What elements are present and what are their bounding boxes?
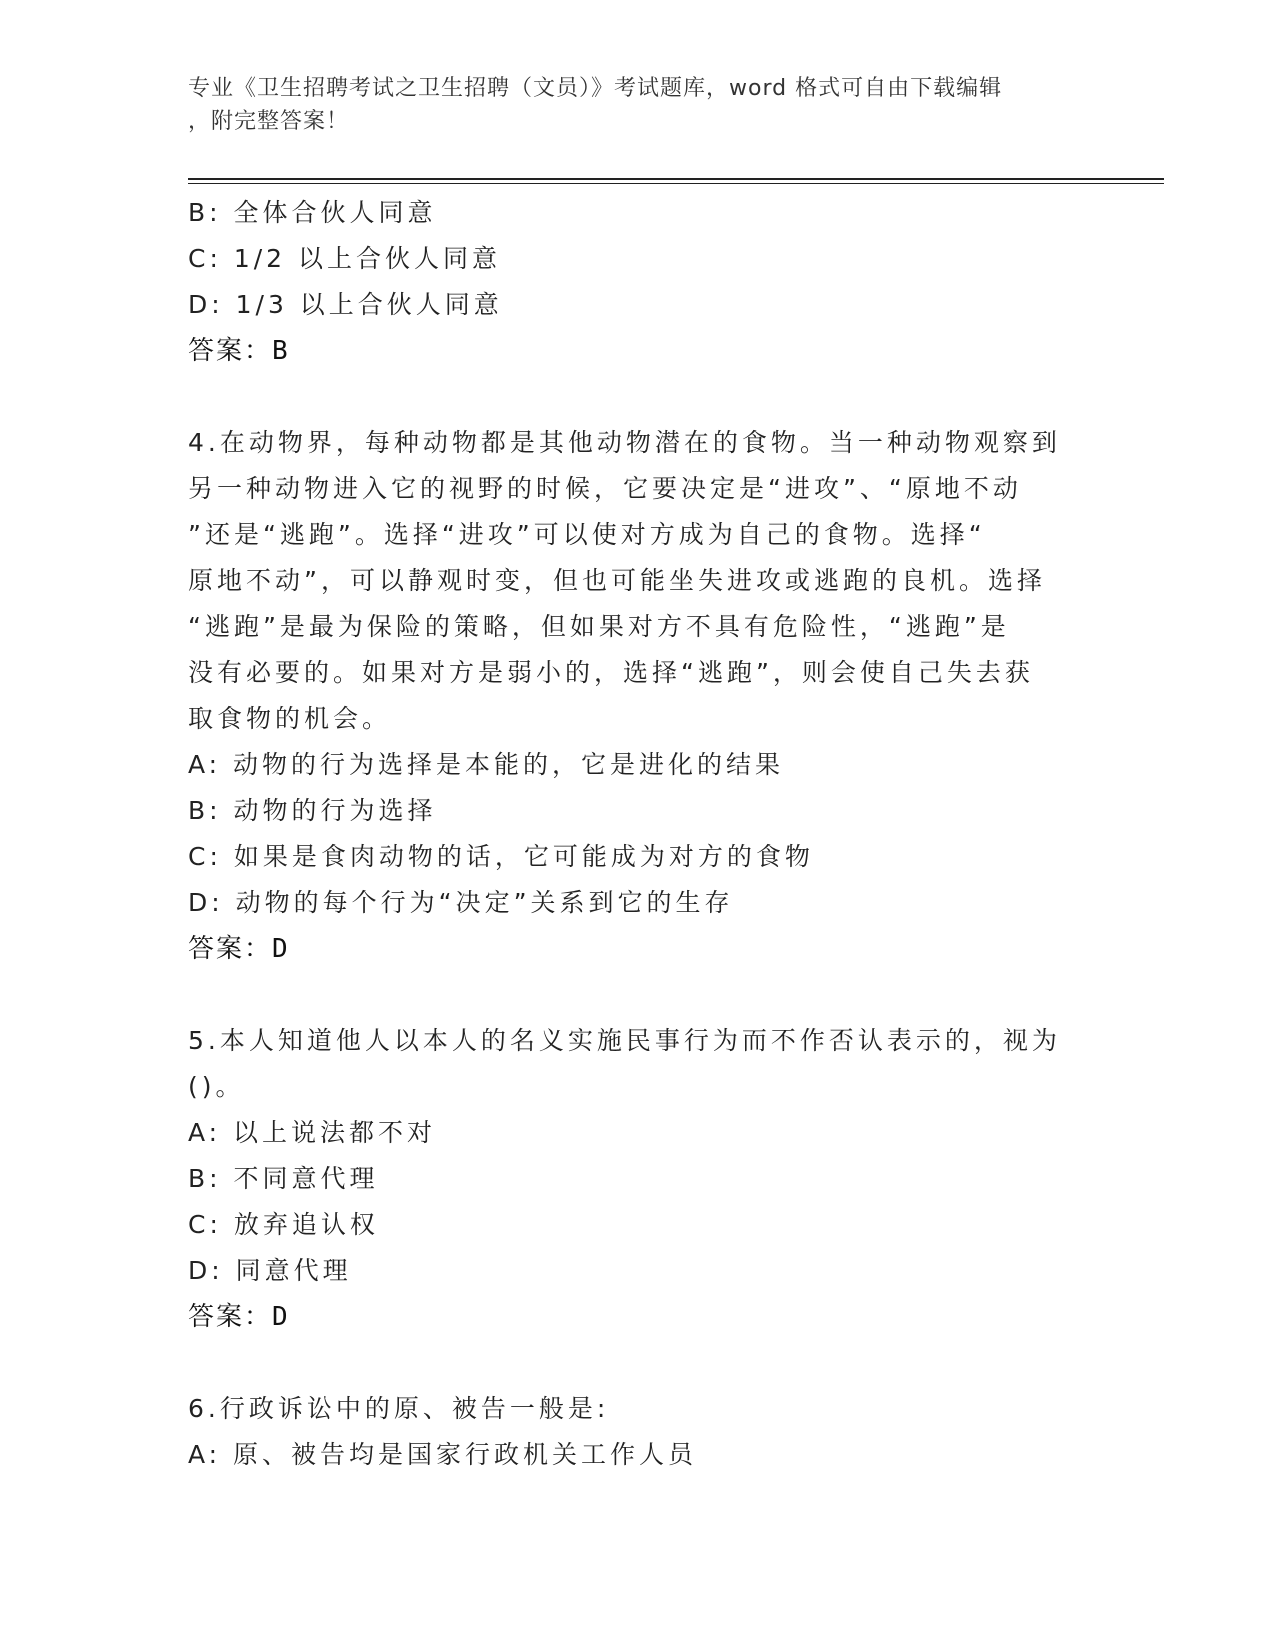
header-divider-thin [188,183,1164,184]
option-c: C: 1/2 以上合伙人同意 [188,244,502,273]
question-stem-line: 4.在动物界，每种动物都是其他动物潜在的食物。当一种动物观察到 [188,428,1061,457]
option-d: D: 动物的每个行为“决定”关系到它的生存 [188,888,734,917]
question-block [188,1018,1078,1340]
header-line-2: ，附完整答案！ [188,109,350,134]
question-stem-line: 另一种动物进入它的视野的时候，它要决定是“进攻”、“原地不动 [188,474,1022,503]
header-divider [188,178,1164,180]
answer-line: 答案：B [188,336,290,366]
question-list [188,190,1078,1478]
question-block [188,420,1078,972]
question-stem-line: 没有必要的。如果对方是弱小的，选择“逃跑”，则会使自己失去获 [188,658,1034,687]
question-stem-line: “逃跑”是最为保险的策略，但如果对方不具有危险性，“逃跑”是 [188,612,1010,641]
option-b: B: 动物的行为选择 [188,796,437,825]
question-stem-line: 5.本人知道他人以本人的名义实施民事行为而不作否认表示的，视为 [188,1026,1061,1055]
question-stem-line: 原地不动”，可以静观时变，但也可能坐失进攻或逃跑的良机。选择 [188,566,1046,595]
option-d: D: 同意代理 [188,1256,352,1285]
question-stem-line: 6.行政诉讼中的原、被告一般是: [188,1394,610,1423]
option-a: A: 原、被告均是国家行政机关工作人员 [188,1440,698,1469]
question-block [188,1386,1078,1478]
answer-line: 答案：D [188,1302,290,1332]
header-line-1: 专业《卫生招聘考试之卫生招聘（文员）》考试题库，word 格式可自由下载编辑 [188,76,1003,101]
question-stem-line: ”还是“逃跑”。选择“进攻”可以使对方成为自己的食物。选择“ [188,520,986,549]
question-stem-line: 取食物的机会。 [188,704,392,733]
question-block [188,190,1078,374]
option-c: C: 如果是食肉动物的话，它可能成为对方的食物 [188,842,814,871]
answer-line: 答案：D [188,934,290,964]
option-a: A: 动物的行为选择是本能的，它是进化的结果 [188,750,785,779]
option-b: B: 不同意代理 [188,1164,379,1193]
option-a: A: 以上说法都不对 [188,1118,437,1147]
option-b: B: 全体合伙人同意 [188,198,437,227]
question-stem-line: ()。 [188,1072,245,1101]
option-d: D: 1/3 以上合伙人同意 [188,290,503,319]
option-c: C: 放弃追认权 [188,1210,379,1239]
document-header [188,72,1068,138]
